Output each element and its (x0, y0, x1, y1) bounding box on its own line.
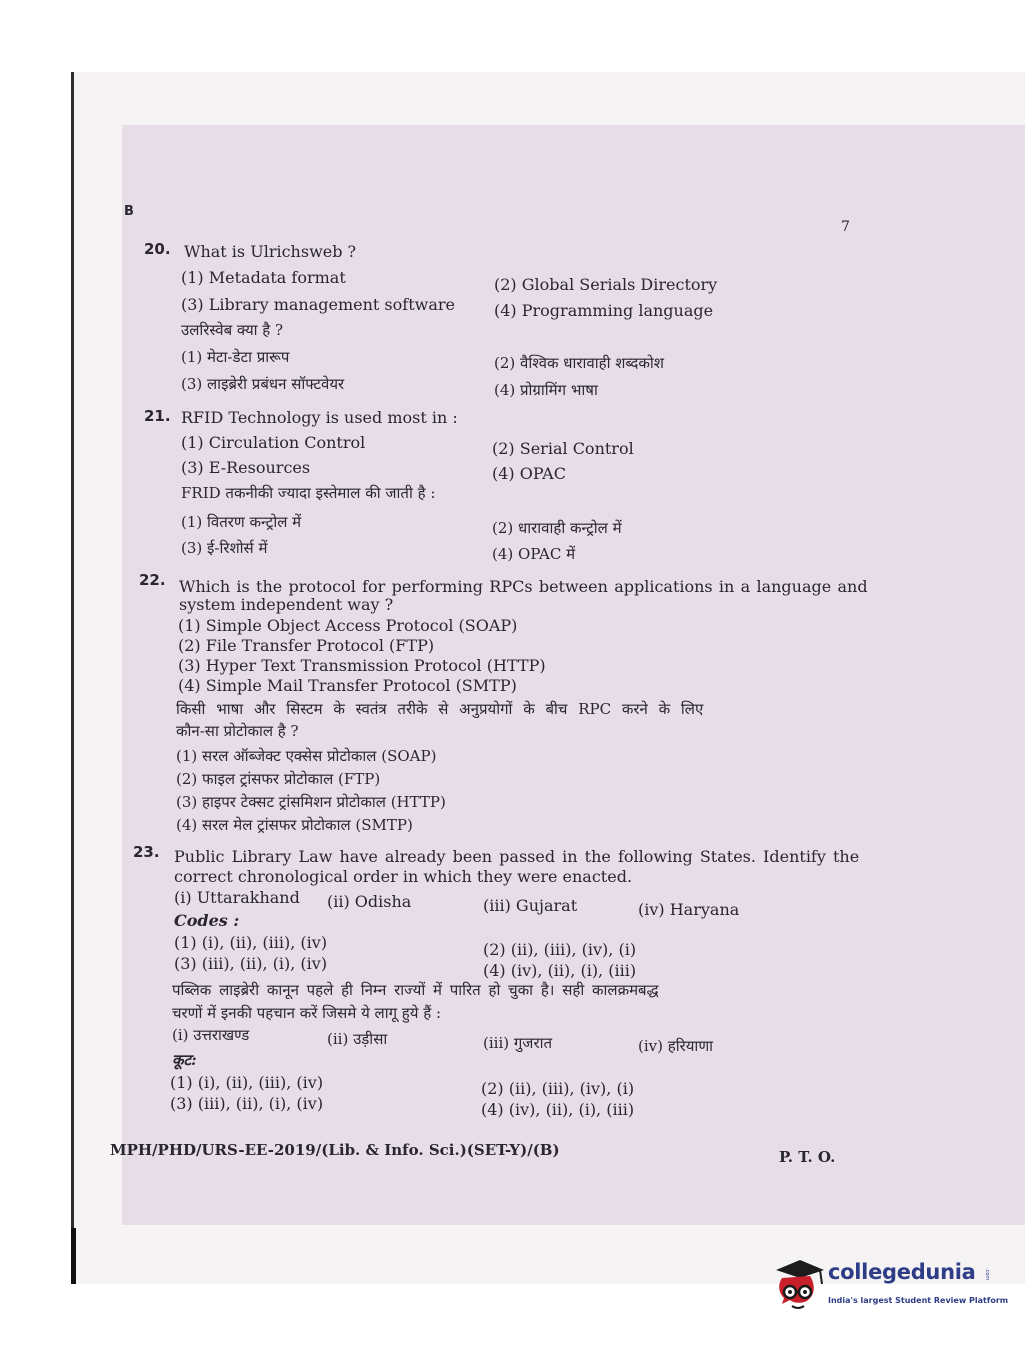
code-3-hi: (3) (iii), (ii), (i), (iv) (170, 1094, 324, 1113)
question-number: 23. (133, 843, 160, 861)
code-4-hi: (4) (iv), (ii), (i), (iii) (481, 1100, 635, 1119)
option-3-en: (3) Hyper Text Transmission Protocol (HTTP) (178, 656, 546, 675)
code-1-hi: (1) (i), (ii), (iii), (iv) (170, 1073, 324, 1092)
code-3-en: (3) (iii), (ii), (i), (iv) (174, 954, 328, 973)
option-4-en: (4) Simple Mail Transfer Protocol (SMTP) (178, 676, 517, 695)
question-text-hi-line-2: चरणों में इनकी पहचान करें जिसमे ये लागू हुये हैं : (172, 1004, 442, 1022)
brand-tagline: India's largest Student Review Platform (828, 1296, 1009, 1305)
state-4-hi: (iv) हरियाणा (638, 1037, 714, 1055)
scan-edge-mark (71, 1228, 76, 1284)
paper-code: MPH/PHD/URS-EE-2019/(Lib. & Info. Sci.)(SET-Y)/(B) (110, 1141, 560, 1159)
question-text-hi-line-1: किसी भाषा और सिस्टम के स्वतंत्र तरीके से अनुप्रयोगों के बीच RPC करने के लिए (176, 700, 704, 718)
brand-suffix: .com (984, 1268, 990, 1281)
option-3-en: (3) Library management software (181, 295, 455, 314)
option-1-hi: (1) सरल ऑब्जेक्ट एक्सेस प्रोटोकाल (SOAP) (176, 747, 437, 765)
question-text-en-line-2: system independent way ? (179, 595, 394, 614)
option-4-hi: (4) OPAC में (492, 545, 576, 563)
option-1-en: (1) Simple Object Access Protocol (SOAP) (178, 616, 518, 635)
option-2-hi: (2) वैश्विक धारावाही शब्दकोश (494, 354, 664, 372)
option-1-hi: (1) मेटा-डेटा प्रारूप (181, 348, 290, 366)
option-2-hi: (2) फाइल ट्रांसफर प्रोटोकाल (FTP) (176, 770, 381, 788)
question-text-en-line-1: Which is the protocol for performing RPCs between applications in a language and (179, 577, 868, 596)
state-3-en: (iii) Gujarat (483, 896, 578, 915)
option-4-hi: (4) प्रोग्रामिंग भाषा (494, 381, 598, 399)
question-text-hi: उलरिस्वेब क्या है ? (181, 321, 284, 339)
option-1-hi: (1) वितरण कन्ट्रोल में (181, 513, 302, 531)
option-2-en: (2) File Transfer Protocol (FTP) (178, 636, 435, 655)
option-2-en: (2) Serial Control (492, 439, 634, 458)
scan-edge-line (71, 72, 74, 1284)
codes-label-hi: कूट: (172, 1051, 197, 1069)
state-3-hi: (iii) गुजरात (483, 1034, 553, 1052)
question-number: 20. (144, 240, 171, 258)
page-number: 7 (841, 219, 850, 235)
option-2-en: (2) Global Serials Directory (494, 275, 718, 294)
codes-label-en: Codes : (174, 911, 240, 930)
code-2-en: (2) (ii), (iii), (iv), (i) (483, 940, 637, 959)
question-text-hi-line-1: पब्लिक लाइब्रेरी कानून पहले ही निम्न राज्यों में पारित हो चुका है। सही कालक्रमबद्ध (172, 981, 659, 999)
brand-name: collegedunia (828, 1260, 976, 1284)
student-mascot-icon (770, 1256, 826, 1318)
state-4-en: (iv) Haryana (638, 900, 740, 919)
set-label: B (124, 204, 134, 219)
question-number: 22. (139, 571, 166, 589)
option-4-en: (4) Programming language (494, 301, 714, 320)
option-3-hi: (3) हाइपर टेक्सट ट्रांसमिशन प्रोटोकाल (HTTP) (176, 793, 446, 811)
question-text-en-line-1: Public Library Law have already been passed in the following States. Identify the (174, 847, 860, 866)
question-text-en: RFID Technology is used most in : (181, 408, 458, 427)
pto-label: P. T. O. (779, 1148, 836, 1166)
question-text-hi: FRID तकनीकी ज्यादा इस्तेमाल की जाती है : (181, 484, 436, 502)
code-2-hi: (2) (ii), (iii), (iv), (i) (481, 1079, 635, 1098)
option-2-hi: (2) धारावाही कन्ट्रोल में (492, 519, 622, 537)
question-text-en-line-2: correct chronological order in which they were enacted. (174, 867, 633, 886)
state-1-en: (i) Uttarakhand (174, 888, 300, 907)
option-3-en: (3) E-Resources (181, 458, 311, 477)
option-3-hi: (3) ई-रिशोर्स में (181, 539, 268, 557)
collegedunia-watermark (770, 1256, 1009, 1318)
question-text-hi-line-2: कौन-सा प्रोटोकाल है ? (176, 722, 299, 740)
state-2-en: (ii) Odisha (327, 892, 412, 911)
option-3-hi: (3) लाइब्रेरी प्रबंधन सॉफ्टवेयर (181, 375, 345, 393)
question-number: 21. (144, 407, 171, 425)
option-4-hi: (4) सरल मेल ट्रांसफर प्रोटोकाल (SMTP) (176, 816, 413, 834)
code-1-en: (1) (i), (ii), (iii), (iv) (174, 933, 328, 952)
state-1-hi: (i) उत्तराखण्ड (172, 1026, 250, 1044)
option-1-en: (1) Circulation Control (181, 433, 366, 452)
question-text-en: What is Ulrichsweb ? (184, 242, 357, 261)
state-2-hi: (ii) उड़ीसा (327, 1030, 388, 1048)
option-4-en: (4) OPAC (492, 464, 566, 483)
option-1-en: (1) Metadata format (181, 268, 346, 287)
code-4-en: (4) (iv), (ii), (i), (iii) (483, 961, 637, 980)
